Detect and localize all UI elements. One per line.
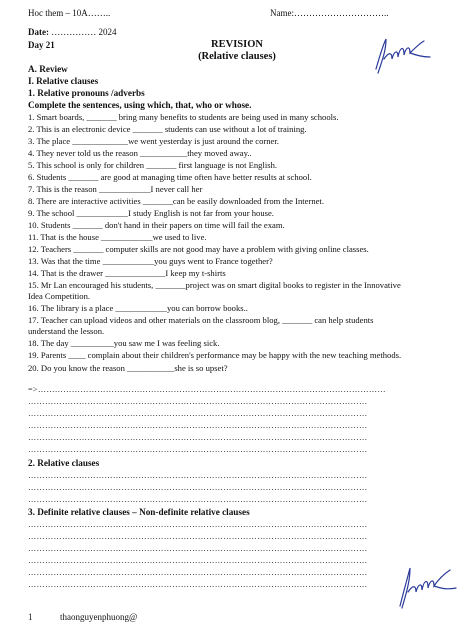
section-2-heading: 2. Relative clauses (28, 458, 100, 468)
question-line: 13. Was that the time ____________you guys went to France together? (28, 256, 273, 266)
name-field-label: Name:………………………….. (270, 8, 389, 18)
answer-line: ………………………………………………………………………………………………………… (28, 532, 368, 541)
question-line: 20. Do you know the reason ___________she is so upset? (28, 363, 228, 373)
day-label: Day 21 (28, 40, 55, 50)
answer-line: ………………………………………………………………………………………………………… (28, 397, 368, 406)
answer-line: =>…………………………………………………………………………………………………………… (28, 385, 386, 394)
section-i-heading: I. Relative clauses (28, 76, 99, 86)
subsection-1-heading: 1. Relative pronouns /adverbs (28, 88, 145, 98)
question-line: 15. Mr Lan encouraged his students, _______project was on smart digital books to register in the Innovative (28, 280, 401, 290)
section-3-heading: 3. Definite relative clauses – Non-definite relative clauses (28, 507, 250, 517)
question-line: 5. This school is only for children _______ first language is not English. (28, 160, 278, 170)
answer-line: ………………………………………………………………………………………………………… (28, 433, 368, 442)
question-line: 7. This is the reason ____________I never call her (28, 184, 203, 194)
answer-line: ………………………………………………………………………………………………………… (28, 544, 368, 553)
question-line: 10. Students _______ don't hand in their papers on time will fail the exam. (28, 220, 285, 230)
question-line: 2. This is an electronic device _______ students can use without a lot of training. (28, 124, 307, 134)
question-line: 12. Teachers _______ computer skills are not good may have a problem with giving online classes. (28, 244, 369, 254)
date-line (28, 27, 117, 37)
page-number: 1 (28, 612, 33, 622)
signature-top-image (370, 33, 440, 78)
question-line: 1. Smart boards, _______ bring many benefits to students are being used in many schools. (28, 112, 339, 122)
section-a-heading: A. Review (28, 64, 68, 74)
class-label: Hoc them – 10A…….. (28, 8, 111, 18)
date-value: …………… 2024 (51, 27, 117, 37)
question-line: 9. The school ____________I study English is not far from your house. (28, 208, 274, 218)
question-line: 19. Parents ____ complain about their children's performance may be happy with the new teaching methods. (28, 350, 402, 360)
question-line: 11. That is the house ____________we used to live. (28, 232, 207, 242)
answer-line: ………………………………………………………………………………………………………… (28, 471, 368, 480)
question-line: 16. The library is a place ____________you can borrow books.. (28, 303, 248, 313)
question-line: 6. Students _______ are good at managing time often have better results at school. (28, 172, 312, 182)
page-title: REVISION (211, 39, 263, 50)
question-line: 14. That is the drawer ______________I keep my t-shirts (28, 268, 226, 278)
answer-line: ………………………………………………………………………………………………………… (28, 421, 368, 430)
answer-line: ………………………………………………………………………………………………………… (28, 568, 368, 577)
question-line: understand the lesson. (28, 326, 105, 336)
answer-line: ………………………………………………………………………………………………………… (28, 556, 368, 565)
question-line: 17. Teacher can upload videos and other materials on the classroom blog, _______ can help students (28, 315, 374, 325)
signature-bottom-image (392, 562, 462, 612)
question-line: 4. They never told us the reason ___________they moved away.. (28, 148, 252, 158)
answer-line: ………………………………………………………………………………………………………… (28, 483, 368, 492)
answer-line: ………………………………………………………………………………………………………… (28, 445, 368, 454)
page-subtitle: (Relative clauses) (198, 51, 276, 62)
question-line: 18. The day __________you saw me I was feeling sick. (28, 338, 220, 348)
footer-author: thaonguyenphuong@ (60, 612, 138, 622)
answer-line: ………………………………………………………………………………………………………… (28, 580, 368, 589)
instruction-text: Complete the sentences, using which, that, who or whose. (28, 100, 252, 110)
question-line: 3. The place _____________we went yesterday is just around the corner. (28, 136, 279, 146)
answer-line: ………………………………………………………………………………………………………… (28, 495, 368, 504)
date-label: Date: (28, 27, 49, 37)
question-line: 8. There are interactive activities _______can be easily downloaded from the Internet. (28, 196, 324, 206)
question-line: Idea Competition. (28, 291, 91, 301)
answer-line: ………………………………………………………………………………………………………… (28, 520, 368, 529)
answer-line: ………………………………………………………………………………………………………… (28, 409, 368, 418)
